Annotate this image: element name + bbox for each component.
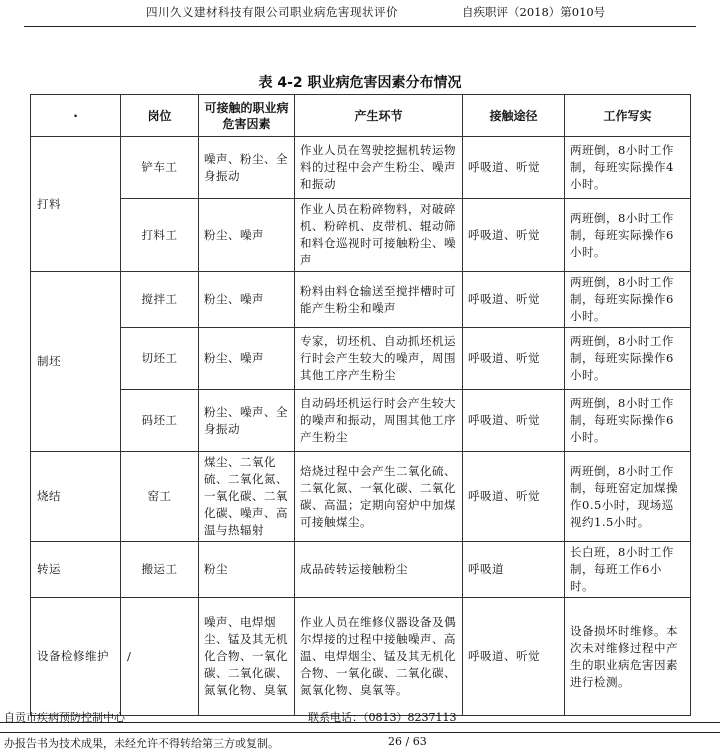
hazard-distribution-table bbox=[30, 94, 691, 716]
table-row bbox=[31, 272, 691, 328]
hazards-cell: 噪声、电焊烟尘、锰及其无机化合物、一氧化碳、二氧化碳、氮氧化物、臭氧 bbox=[199, 598, 295, 716]
table-row bbox=[31, 199, 691, 272]
source-cell: 专家，切坯机、自动抓坯机运行时会产生较大的噪声，周围其他工序产生粉尘 bbox=[295, 328, 463, 390]
footer-notice: 办报告书为技术成果，未经允许不得转给第三方或复制。 bbox=[4, 737, 279, 750]
post-cell: 铲车工 bbox=[121, 137, 199, 199]
work-cell: 设备损坏时维修。本次未对维修过程中产生的职业病危害因素进行检测。 bbox=[565, 598, 691, 716]
hazards-cell: 粉尘、噪声 bbox=[199, 328, 295, 390]
hazards-cell: 粉尘、噪声 bbox=[199, 199, 295, 272]
hazards-cell: 粉尘 bbox=[199, 542, 295, 598]
header-company: 四川久义建材科技有限公司职业病危害现状评价 bbox=[146, 5, 398, 19]
hazards-cell: 煤尘、二氧化硫、二氧化氮、一氧化碳、二氧化碳、噪声、高温与热辐射 bbox=[199, 452, 295, 542]
table-header-row bbox=[31, 95, 691, 137]
header-rule bbox=[24, 26, 696, 27]
source-cell: 作业人员在维修仪器设备及偶尔焊接的过程中接触噪声、高温、电焊烟尘、锰及其无机化合物、一氧化碳、二氧化碳、氮氧化物、臭氧等。 bbox=[295, 598, 463, 716]
post-cell: 码坯工 bbox=[121, 390, 199, 452]
col-header-source: 产生环节 bbox=[295, 95, 463, 137]
group-cell: 设备检修维护 bbox=[31, 598, 121, 716]
source-cell: 焙烧过程中会产生二氧化硫、二氧化氮、一氧化碳、二氧化碳、高温；定期向窑炉中加煤可接触煤尘。 bbox=[295, 452, 463, 542]
footer-phone: 联系电话：（0813）8237113 bbox=[308, 711, 457, 724]
work-cell: 两班倒，8小时工作制，每班实际操作4小时。 bbox=[565, 137, 691, 199]
post-cell: 切坯工 bbox=[121, 328, 199, 390]
source-cell: 粉料由料仓输送至搅拌槽时可能产生粉尘和噪声 bbox=[295, 272, 463, 328]
footer-rule bbox=[0, 732, 720, 733]
table-row bbox=[31, 452, 691, 542]
col-header-group: · bbox=[31, 95, 121, 137]
hazards-cell: 粉尘、噪声、全身振动 bbox=[199, 390, 295, 452]
route-cell: 呼吸道、听觉 bbox=[463, 452, 565, 542]
col-header-post: 岗位 bbox=[121, 95, 199, 137]
source-cell: 作业人员在粉碎物料，对破碎机、粉碎机、皮带机、辊动筛和料仓巡视时可接触粉尘、噪声 bbox=[295, 199, 463, 272]
work-cell: 两班倒，8小时工作制，每班实际操作6小时。 bbox=[565, 390, 691, 452]
post-cell: 打料工 bbox=[121, 199, 199, 272]
source-cell: 作业人员在驾驶挖掘机转运物料的过程中会产生粉尘、噪声和振动 bbox=[295, 137, 463, 199]
route-cell: 呼吸道、听觉 bbox=[463, 598, 565, 716]
table-row bbox=[31, 598, 691, 716]
footer-organization: 自贡市疾病预防控制中心 bbox=[4, 711, 125, 724]
work-cell: 两班倒，8小时工作制，每班窑定加煤操作0.5小时，现场巡视约1.5小时。 bbox=[565, 452, 691, 542]
route-cell: 呼吸道、听觉 bbox=[463, 137, 565, 199]
post-cell: 搬运工 bbox=[121, 542, 199, 598]
hazards-cell: 粉尘、噪声 bbox=[199, 272, 295, 328]
route-cell: 呼吸道、听觉 bbox=[463, 199, 565, 272]
route-cell: 呼吸道 bbox=[463, 542, 565, 598]
post-cell: 搅拌工 bbox=[121, 272, 199, 328]
group-cell: 打料 bbox=[31, 137, 121, 272]
table-row bbox=[31, 328, 691, 390]
work-cell: 两班倒，8小时工作制，每班实际操作6小时。 bbox=[565, 272, 691, 328]
group-cell: 制坯 bbox=[31, 272, 121, 452]
table-title: 表 4-2 职业病危害因素分布情况 bbox=[258, 75, 462, 91]
table-row bbox=[31, 542, 691, 598]
footer-rule bbox=[0, 722, 720, 723]
source-cell: 成品砖转运接触粉尘 bbox=[295, 542, 463, 598]
table-row bbox=[31, 137, 691, 199]
col-header-hazards: 可接触的职业病危害因素 bbox=[199, 95, 295, 137]
route-cell: 呼吸道、听觉 bbox=[463, 390, 565, 452]
col-header-route: 接触途径 bbox=[463, 95, 565, 137]
source-cell: 自动码坯机运行时会产生较大的噪声和振动，周围其他工序产生粉尘 bbox=[295, 390, 463, 452]
post-cell: / bbox=[121, 598, 199, 716]
hazards-cell: 噪声、粉尘、全身振动 bbox=[199, 137, 295, 199]
group-cell: 烧结 bbox=[31, 452, 121, 542]
work-cell: 两班倒，8小时工作制，每班实际操作6小时。 bbox=[565, 328, 691, 390]
page-number: 26 / 63 bbox=[388, 735, 427, 748]
work-cell: 两班倒，8小时工作制，每班实际操作6小时。 bbox=[565, 199, 691, 272]
route-cell: 呼吸道、听觉 bbox=[463, 272, 565, 328]
table-row bbox=[31, 390, 691, 452]
col-header-work: 工作写实 bbox=[565, 95, 691, 137]
header-report-number: 自疾职评（2018）第010号 bbox=[462, 5, 606, 19]
post-cell: 窑工 bbox=[121, 452, 199, 542]
route-cell: 呼吸道、听觉 bbox=[463, 328, 565, 390]
group-cell: 转运 bbox=[31, 542, 121, 598]
work-cell: 长白班，8小时工作制，每班工作6小时。 bbox=[565, 542, 691, 598]
